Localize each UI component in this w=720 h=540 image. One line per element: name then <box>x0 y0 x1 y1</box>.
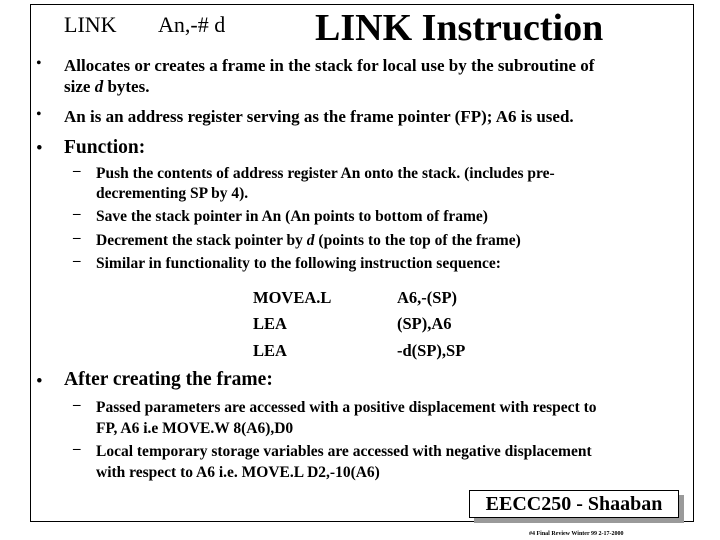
function-item-4: Similar in functionality to the following instruction sequence: <box>96 255 501 272</box>
function-item-1-line-1: Push the contents of address register An onto the stack. (includes pre- <box>96 165 555 182</box>
bullet-1-line-1: Allocates or creates a frame in the stack for local use by the subroutine of <box>64 56 595 75</box>
function-item-1-line-2: decrementing SP by 4). <box>96 185 249 202</box>
dash-icon: – <box>73 206 81 222</box>
footer-badge-label: EECC250 - Shaaban <box>469 490 679 518</box>
bullet-icon: • <box>36 55 42 72</box>
after-item-1-line-2: FP, A6 i.e MOVE.W 8(A6),D0 <box>96 420 294 437</box>
function-heading: Function: <box>64 137 146 158</box>
dash-icon: – <box>73 253 81 269</box>
after-heading: After creating the frame: <box>64 369 273 390</box>
code-op-1: MOVEA.L <box>253 288 332 307</box>
dash-icon: – <box>73 163 81 179</box>
syntax-operands: An,-# d <box>158 12 226 37</box>
function-item-3: Decrement the stack pointer by d (points to the top of the frame) <box>96 232 521 249</box>
variable-d: d <box>306 232 315 249</box>
code-args-3: -d(SP),SP <box>397 341 466 360</box>
bullet-1-line-2: size d bytes. <box>64 77 150 96</box>
bullet-2-text: An is an address register serving as the frame pointer (FP); A6 is used. <box>64 107 574 126</box>
dash-icon: – <box>73 441 81 457</box>
after-item-1-line-1: Passed parameters are accessed with a positive displacement with respect to <box>96 399 597 416</box>
code-args-1: A6,-(SP) <box>397 288 458 307</box>
code-op-3: LEA <box>253 341 287 360</box>
bullet-icon: • <box>36 106 42 123</box>
bullet-icon: • <box>36 371 43 392</box>
bullet-icon: • <box>36 138 43 159</box>
code-args-2: (SP),A6 <box>397 314 452 333</box>
variable-d: d <box>94 77 104 96</box>
footer-badge <box>469 490 685 524</box>
slide-title: LINK Instruction <box>315 7 604 49</box>
after-item-2-line-1: Local temporary storage variables are accessed with negative displacement <box>96 443 592 460</box>
code-op-2: LEA <box>253 314 287 333</box>
syntax-mnemonic: LINK <box>64 12 117 37</box>
dash-icon: – <box>73 230 81 246</box>
footer-note: #4 Final Review Winter 99 2-17-2000 <box>529 531 624 537</box>
function-item-2: Save the stack pointer in An (An points to bottom of frame) <box>96 208 488 225</box>
after-item-2-line-2: with respect to A6 i.e. MOVE.L D2,-10(A6) <box>96 464 380 481</box>
dash-icon: – <box>73 397 81 413</box>
